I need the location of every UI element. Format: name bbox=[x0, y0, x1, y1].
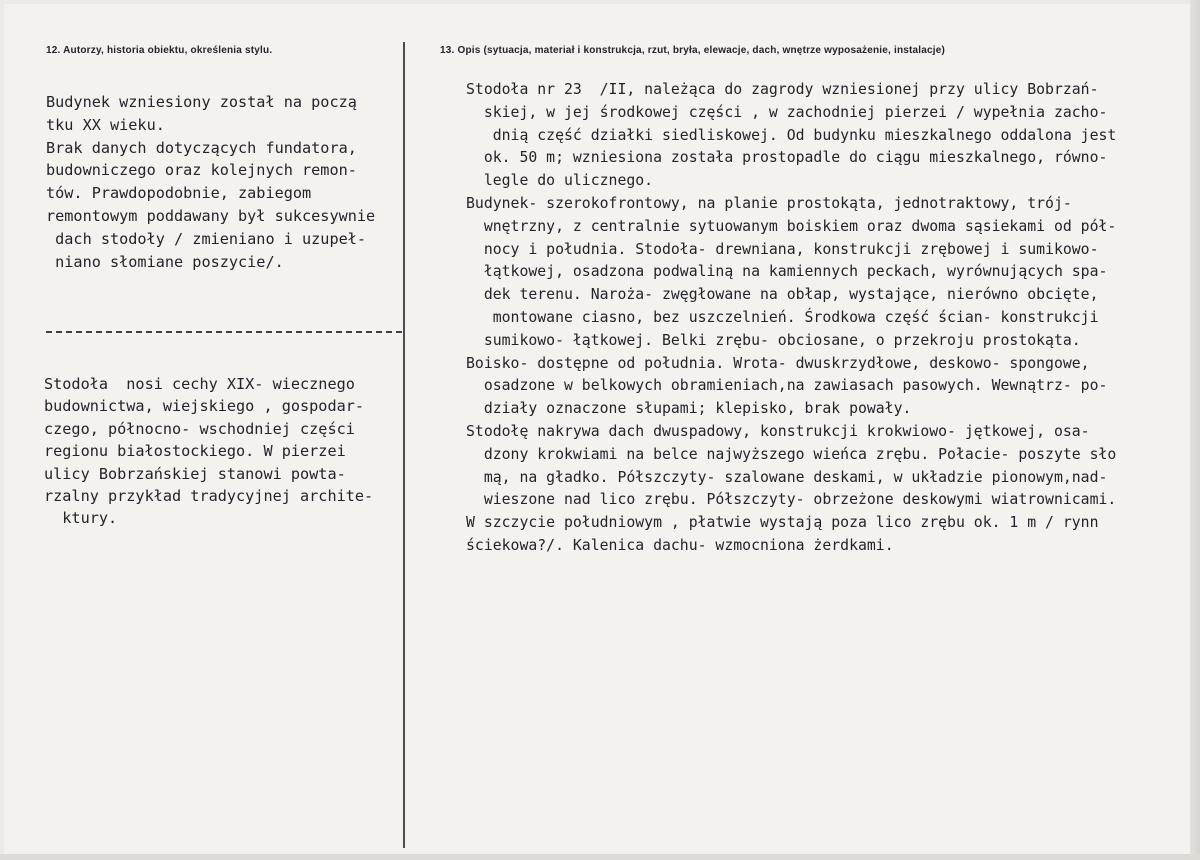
description-line: osadzone w belkowych obramieniach,na zawiasach pasowych. Wewnątrz- po- bbox=[466, 377, 1108, 395]
style-line: regionu białostockiego. W pierzei bbox=[44, 442, 346, 461]
history-line: tku XX wieku. bbox=[46, 115, 165, 134]
description-text bbox=[466, 79, 1116, 558]
description-line: montowane ciasno, bez uszczelnień. Środkowa część ścian- konstrukcji bbox=[466, 308, 1099, 326]
style-text bbox=[44, 373, 373, 530]
history-line: niano słomiane poszycie/. bbox=[46, 252, 284, 271]
description-line: dzony krokwiami na belce najwyższego wieńca zrębu. Połacie- poszyte sło bbox=[466, 445, 1117, 463]
section-12-header: 12. Autorzy, historia obiektu, określenia stylu. bbox=[46, 45, 273, 56]
history-line: Budynek wzniesiony został na począ bbox=[46, 93, 357, 111]
style-line: rzalny przykład tradycyjnej archite- bbox=[44, 487, 374, 506]
description-line: wnętrzny, z centralnie sytuowanym boiskiem oraz dwoma sąsiekami od pół- bbox=[466, 217, 1117, 235]
style-line: Stodoła nosi cechy XIX- wiecznego bbox=[44, 375, 355, 393]
description-line: działy oznaczone słupami; klepisko, brak powały. bbox=[466, 400, 912, 418]
paper-edge-right bbox=[1190, 0, 1200, 860]
description-line: wieszone nad lico zrębu. Półszczyty- obrzeżone deskowymi wiatrownicami. bbox=[466, 491, 1117, 509]
column-divider bbox=[403, 42, 405, 848]
style-line: budownictwa, wiejskiego , gospodar- bbox=[44, 397, 365, 416]
history-line: remontowym poddawany był sukcesywnie bbox=[46, 206, 376, 225]
description-line: ściekowa?/. Kalenica dachu- wzmocniona żerdkami. bbox=[466, 536, 894, 554]
style-line: czego, północno- wschodniej części bbox=[44, 419, 355, 438]
description-line: Boisko- dostępne od południa. Wrota- dwuskrzydłowe, deskowo- spongowe, bbox=[466, 354, 1090, 372]
history-line: Brak danych dotyczących fundatora, bbox=[46, 138, 357, 157]
description-line: mą, na gładko. Półszczyty- szalowane deskami, w układzie pionowym,nad- bbox=[466, 468, 1108, 486]
description-line: Stodoła nr 23 /II, należąca do zagrody wzniesionej przy ulicy Bobrzań- bbox=[466, 81, 1099, 98]
description-line: W szczycie południowym , płatwie wystają poza lico zrębu ok. 1 m / rynn bbox=[466, 514, 1099, 532]
history-line: budowniczego oraz kolejnych remon- bbox=[46, 161, 357, 180]
section-13-header: 13. Opis (sytuacja, materiał i konstrukcja, rzut, bryła, elewacje, dach, wnętrze wyposażenie, instalacje) bbox=[440, 45, 946, 56]
dashed-separator bbox=[46, 331, 402, 337]
paper-edge-bottom bbox=[0, 854, 1200, 860]
history-line: tów. Prawdopodobnie, zabiegom bbox=[46, 184, 312, 203]
description-line: dnią część działki siedliskowej. Od budynku mieszkalnego oddalona jest bbox=[466, 126, 1117, 144]
description-line: legle do ulicznego. bbox=[466, 172, 654, 190]
description-line: nocy i południa. Stodoła- drewniana, konstrukcji zrębowej i sumikowo- bbox=[466, 240, 1099, 258]
description-line: skiej, w jej środkowej części , w zachodniej pierzei / wypełnia zacho- bbox=[466, 103, 1108, 121]
description-line: Stodołę nakrywa dach dwuspadowy, konstrukcji krokwiowo- jętkowej, osa- bbox=[466, 422, 1090, 440]
description-line: sumikowo- łątkowej. Belki zrębu- obciosane, o przekroju prostokąta. bbox=[466, 331, 1081, 349]
history-text bbox=[46, 91, 375, 273]
style-line: ktury. bbox=[44, 509, 118, 528]
style-line: ulicy Bobrzańskiej stanowi powta- bbox=[44, 464, 346, 483]
description-line: łątkowej, osadzona podwaliną na kamiennych peckach, wyrównujących spa- bbox=[466, 263, 1108, 281]
history-line: dach stodoły / zmieniano i uzupeł- bbox=[46, 229, 367, 248]
description-line: Budynek- szerokofrontowy, na planie prostokąta, jednotraktowy, trój- bbox=[466, 194, 1072, 212]
description-line: ok. 50 m; wzniesiona została prostopadle do ciągu mieszkalnego, równo- bbox=[466, 149, 1108, 167]
description-line: dek terenu. Naroża- zwęgłowane na obłap, wystające, nierówno obcięte, bbox=[466, 286, 1099, 304]
